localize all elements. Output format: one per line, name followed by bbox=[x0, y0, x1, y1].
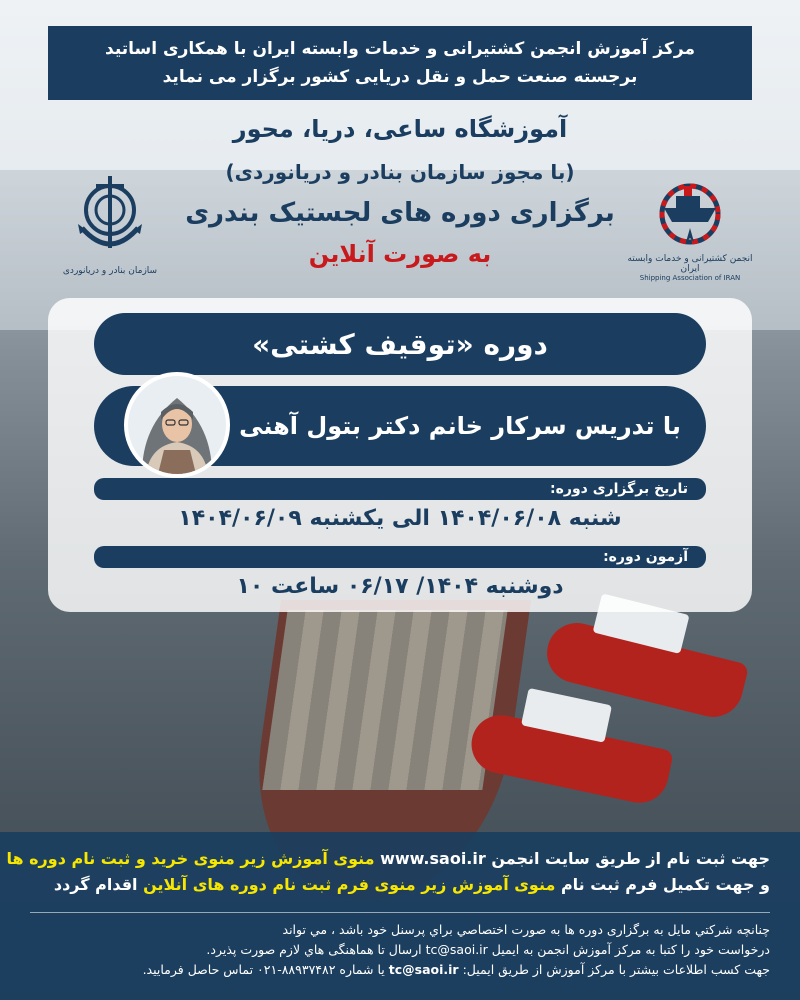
logo-caption: انجمن کشتیرانی و خدمات وابسته ایران bbox=[627, 254, 753, 274]
teacher-name: با تدریس سرکار خانم دکتر بتول آهنی bbox=[94, 386, 706, 466]
registration-text: اقدام گردد bbox=[53, 875, 144, 894]
website-link[interactable]: www.saoi.ir bbox=[380, 849, 486, 868]
exam-label: آزمون دوره: bbox=[94, 546, 706, 568]
registration-instructions bbox=[6, 846, 770, 898]
registration-line bbox=[6, 846, 770, 872]
license-note: (با مجوز سازمان بنادر و دریانوردی) bbox=[225, 160, 575, 184]
info-text: یا شماره ۸۸۹۳۷۴۸۲-۰۲۱ تماس حاصل فرمایید. bbox=[142, 962, 389, 977]
ship-deck-containers bbox=[262, 610, 507, 790]
info-line bbox=[30, 940, 770, 960]
info-text: درخواست خود را کتبا به مرکز آموزش انجمن به ایمیل bbox=[487, 942, 770, 957]
course-title: دوره «توقیف کشتی» bbox=[94, 313, 706, 375]
date-label: تاریخ برگزاری دوره: bbox=[94, 478, 706, 500]
registration-text: و جهت تکمیل فرم ثبت نام bbox=[555, 875, 770, 894]
ports-maritime-logo bbox=[55, 168, 165, 293]
logo-caption: سازمان بنادر و دریانوردی bbox=[62, 266, 158, 276]
menu-path: منوی آموزش زیر منوی خرید و ثبت نام دوره ها bbox=[6, 849, 381, 868]
exam-date: دوشنبه ۱۴۰۴/ ۰۶/۱۷ ساعت ۱۰ bbox=[236, 574, 564, 599]
info-text: جهت کسب اطلاعات بیشتر با مرکز آموزش از طریق ایمیل: bbox=[458, 962, 770, 977]
top-banner bbox=[48, 26, 752, 100]
info-line: چنانچه شرکتي مايل به برگزاری دوره ها به صورت اختصاصي براي پرسنل خود باشد ، مي تواند bbox=[282, 922, 770, 937]
school-title: آموزشگاه ساعی، دریا، محور bbox=[232, 115, 568, 143]
registration-line bbox=[30, 872, 770, 898]
ship-compass-icon bbox=[642, 168, 738, 248]
anchor-wheel-icon bbox=[70, 168, 150, 260]
divider bbox=[30, 912, 770, 913]
menu-path: منوی آموزش زیر منوی فرم ثبت نام دوره های آنلاین bbox=[143, 875, 556, 894]
info-line bbox=[30, 960, 770, 980]
logo-caption-en: Shipping Association of IRAN bbox=[639, 274, 741, 282]
info-text: ارسال تا هماهنگی هاي لازم صورت پذيرد. bbox=[206, 942, 426, 957]
teacher-avatar bbox=[124, 372, 230, 478]
courses-title: برگزاری دوره های لجستیک بندری bbox=[185, 198, 615, 228]
person-portrait-icon bbox=[128, 376, 226, 474]
online-label: به صورت آنلاین bbox=[308, 240, 492, 268]
banner-line: برجسته صنعت حمل و نقل دریایی کشور برگزار می نماید bbox=[162, 67, 638, 87]
email-link[interactable]: tc@saoi.ir bbox=[425, 942, 488, 957]
email-link[interactable]: tc@saoi.ir bbox=[388, 962, 459, 977]
registration-text: جهت ثبت نام از طریق سایت انجمن bbox=[485, 849, 770, 868]
shipping-association-logo bbox=[625, 168, 755, 293]
course-date: شنبه ۱۴۰۴/۰۶/۰۸ الی یکشنبه ۱۴۰۴/۰۶/۰۹ bbox=[178, 506, 622, 531]
contact-info bbox=[30, 920, 770, 980]
banner-line: مرکز آموزش انجمن کشتیرانی و خدمات وابسته ایران با همکاری اساتید bbox=[105, 39, 695, 59]
